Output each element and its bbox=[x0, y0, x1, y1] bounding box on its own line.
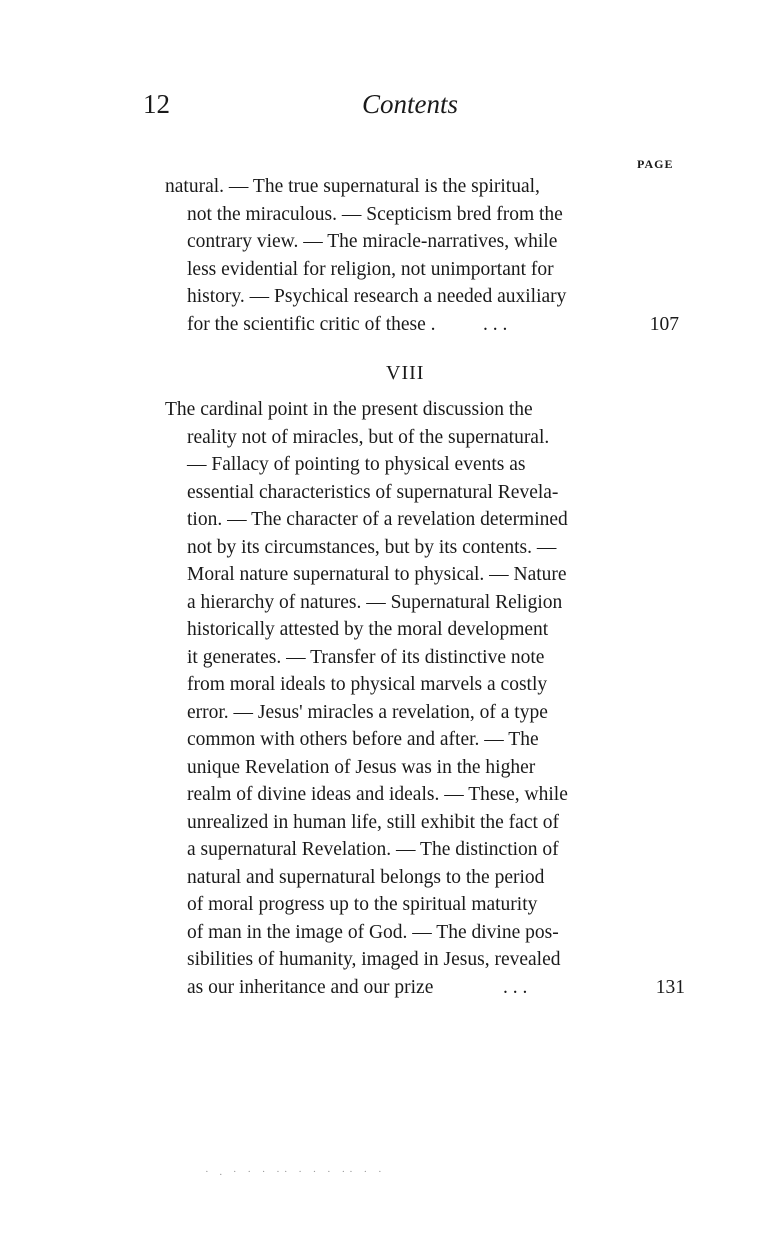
entry-line: tion. — The character of a revelation determined bbox=[187, 509, 568, 530]
entry-line: of moral progress up to the spiritual maturity bbox=[187, 894, 538, 915]
entry-line: realm of divine ideas and ideals. — These, while bbox=[187, 784, 568, 805]
running-title: Contents bbox=[362, 89, 459, 119]
entry-line: of man in the image of God. — The divine pos- bbox=[187, 921, 559, 943]
entry-line: it generates. — Transfer of its distinctive note bbox=[187, 646, 545, 668]
entry-line: The cardinal point in the present discussion the bbox=[165, 399, 533, 420]
entry-line: a hierarchy of natures. — Supernatural Religion bbox=[187, 591, 563, 613]
entry-line: reality not of miracles, but of the supernatural. bbox=[187, 426, 550, 448]
entry-line: unique Revelation of Jesus was in the higher bbox=[187, 756, 536, 778]
entry-last-line bbox=[165, 974, 685, 1002]
entry-line: less evidential for religion, not unimportant for bbox=[187, 258, 554, 280]
entry-line: historically attested by the moral development bbox=[187, 619, 549, 640]
page-number: 12 bbox=[143, 89, 170, 119]
entry-last-line bbox=[165, 311, 685, 339]
page-column-label: PAGE bbox=[637, 157, 674, 171]
entry-line: a supernatural Revelation. — The distinction of bbox=[187, 839, 559, 860]
scan-smudge: · . · · · ·· · · · ·· · · bbox=[205, 1166, 386, 1178]
entry-line: unrealized in human life, still exhibit the fact of bbox=[187, 811, 560, 833]
entry-line: — Fallacy of pointing to physical events as bbox=[187, 454, 526, 475]
entry-line: error. — Jesus' miracles a revelation, of a type bbox=[187, 701, 548, 723]
page-reference: 131 bbox=[655, 976, 685, 998]
entry-last-line-text: for the scientific critic of these . bbox=[187, 313, 436, 335]
entry-line: common with others before and after. — The bbox=[187, 729, 539, 750]
entry-line: natural and supernatural belongs to the period bbox=[187, 866, 545, 888]
entry-line: contrary view. — The miracle-narratives, while bbox=[187, 231, 558, 252]
entry-line: from moral ideals to physical marvels a costly bbox=[187, 674, 548, 695]
entry-line: history. — Psychical research a needed auxiliary bbox=[187, 286, 567, 307]
entry-line: essential characteristics of supernatural Revela- bbox=[187, 481, 559, 503]
page-reference: 107 bbox=[649, 313, 679, 335]
entry-line: Moral nature supernatural to physical. — Nature bbox=[187, 564, 567, 585]
entry-line: sibilities of humanity, imaged in Jesus, revealed bbox=[187, 949, 561, 970]
contents-entry-continued bbox=[165, 173, 685, 338]
entry-line: not the miraculous. — Scepticism bred from the bbox=[187, 203, 563, 225]
entry-line: natural. — The true supernatural is the spiritual, bbox=[165, 176, 540, 197]
section-heading-viii: VIII bbox=[386, 362, 425, 384]
entry-last-line-text: as our inheritance and our prize bbox=[187, 976, 434, 998]
leader-dots: . . . bbox=[483, 313, 508, 335]
contents-entry-viii bbox=[165, 396, 685, 1001]
leader-dots: . . . bbox=[503, 976, 528, 998]
entry-line: not by its circumstances, but by its contents. — bbox=[187, 536, 557, 558]
